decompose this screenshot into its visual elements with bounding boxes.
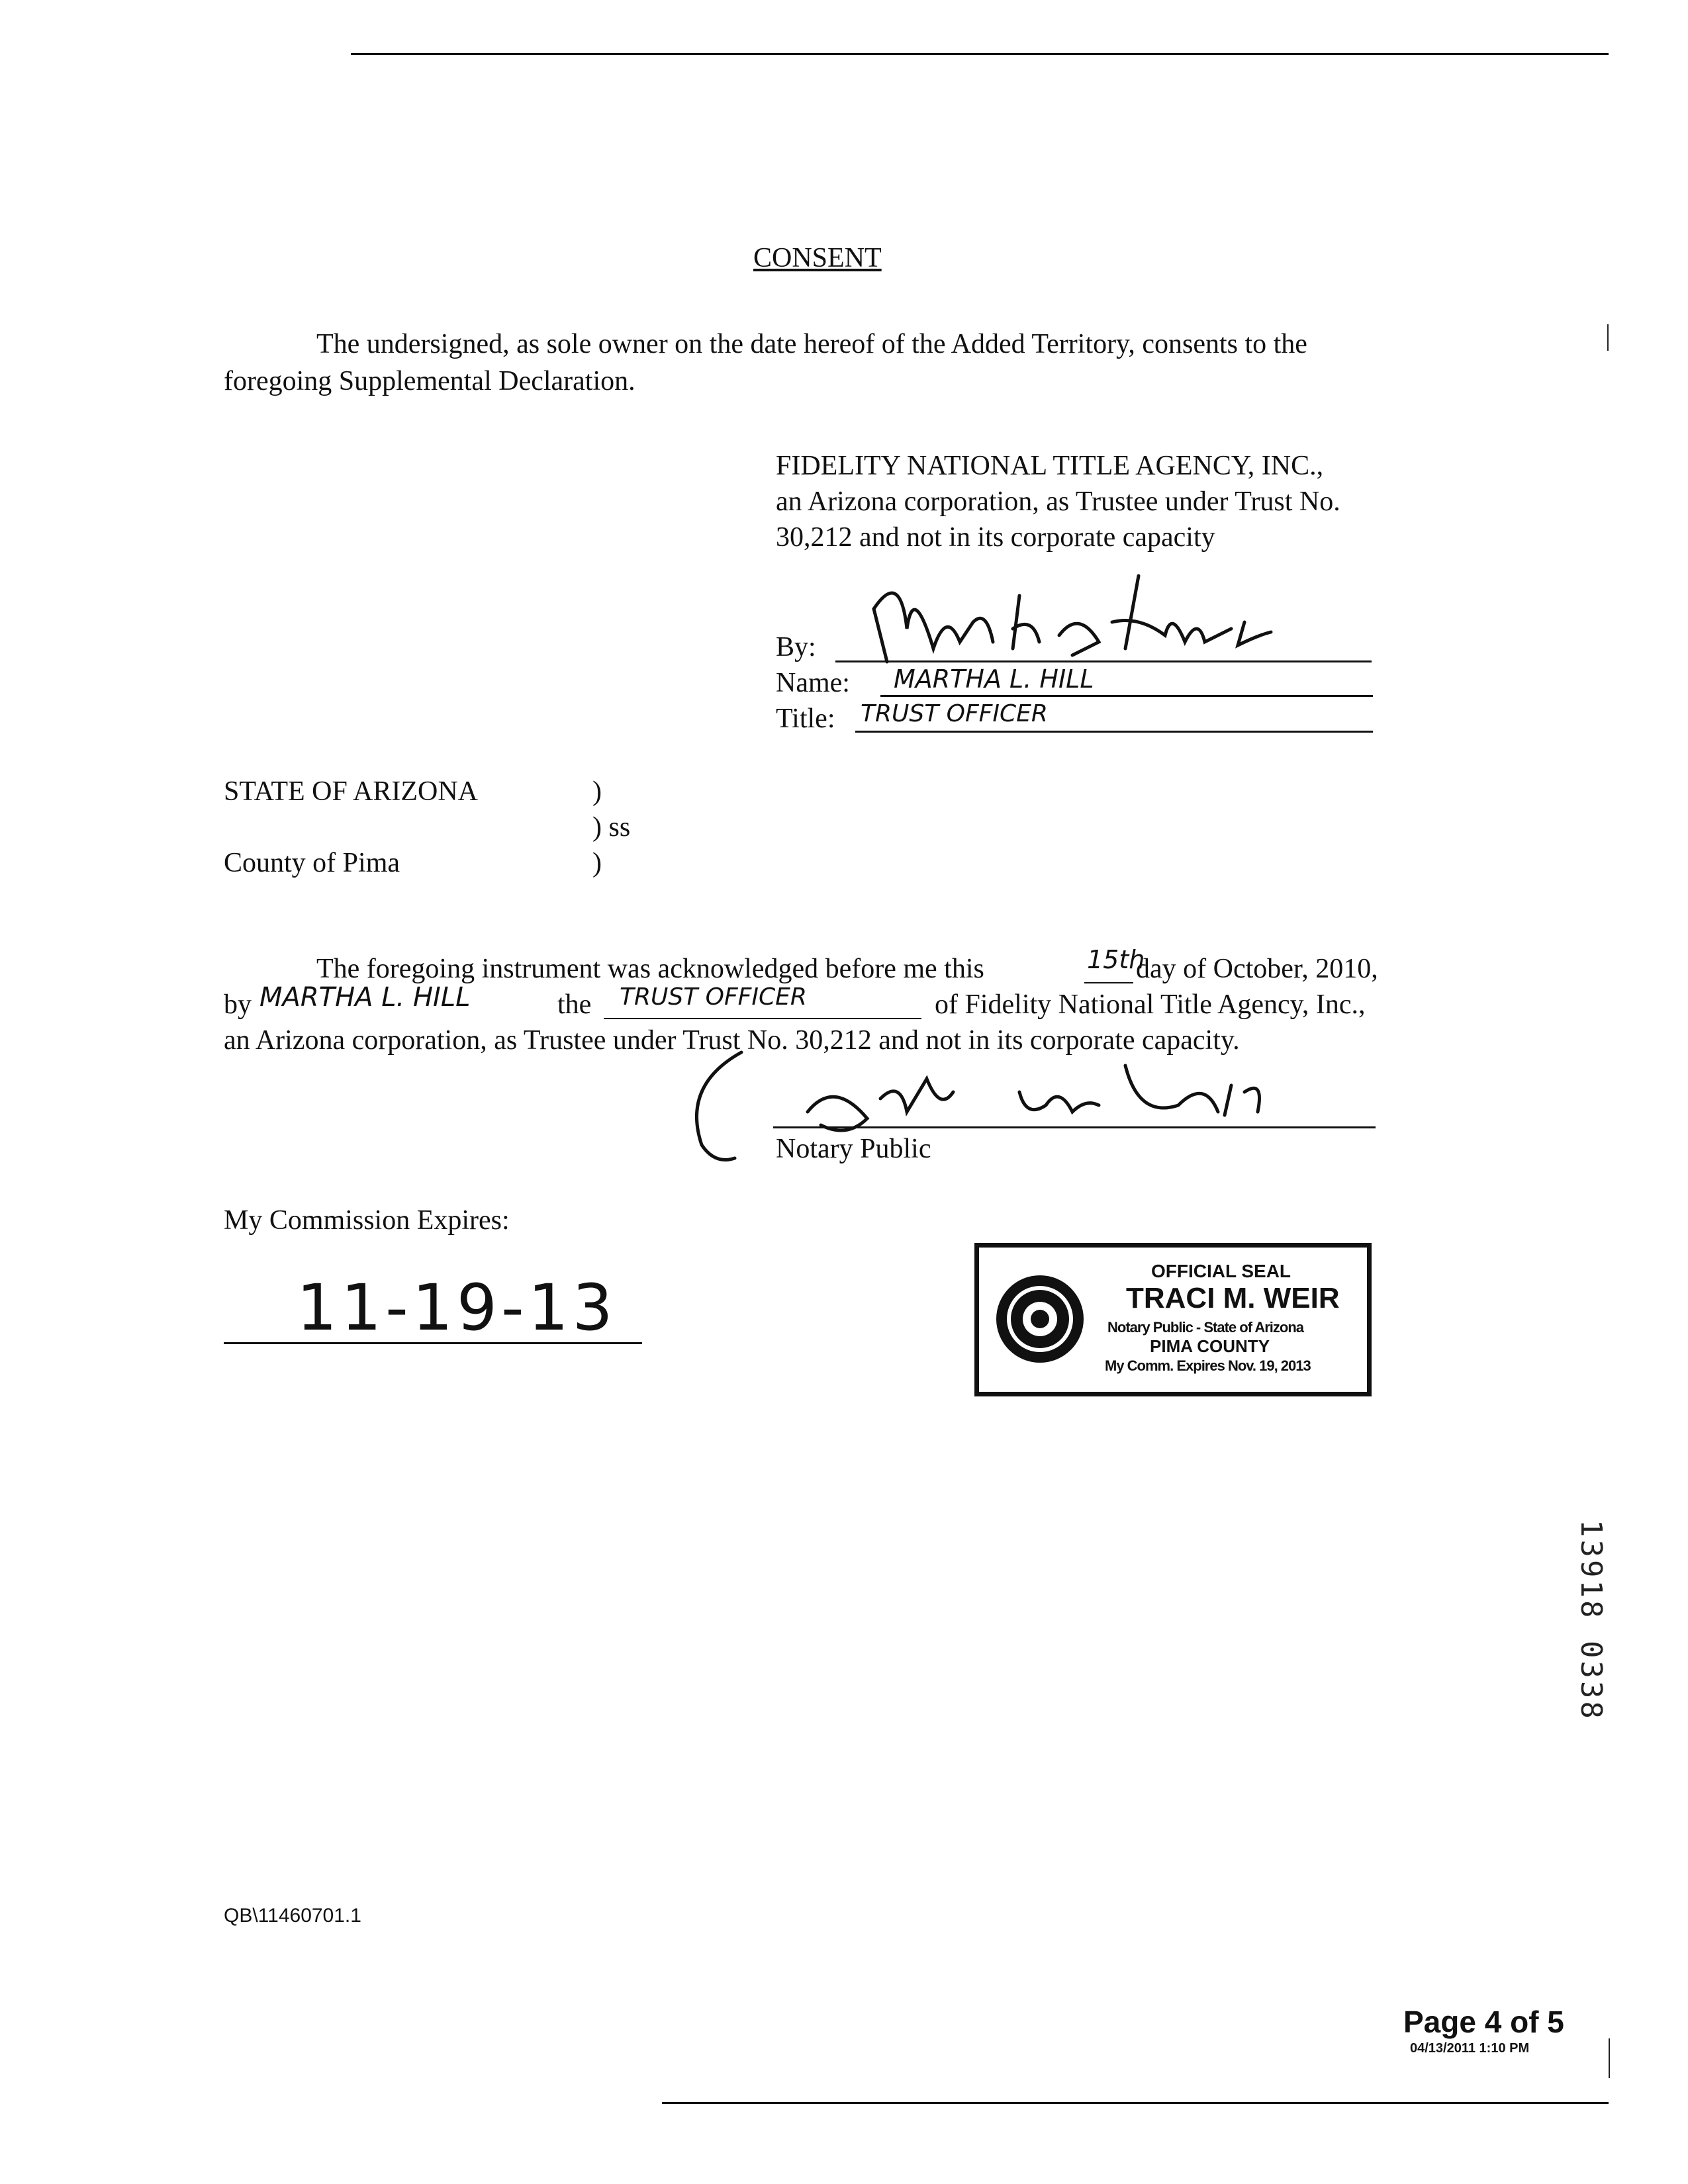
ack-day: 15th [1087,945,1145,974]
ack-by: by [224,989,252,1020]
venue-paren-1: ) [592,776,602,807]
recording-number: 13918 0338 [1574,1520,1608,1721]
title-line [855,731,1373,733]
ack-line-1a: The foregoing instrument was acknowledged before me this [316,954,984,984]
title-label: Title: [776,704,835,734]
name-line [880,695,1373,697]
venue-paren-3: ) [592,848,602,878]
right-scan-mark [1607,324,1609,351]
right-scan-mark-2 [1609,2038,1610,2078]
seal-line-4: PIMA COUNTY [1150,1336,1270,1356]
seal-line-5: My Comm. Expires Nov. 19, 2013 [1105,1357,1311,1374]
commission-label: My Commission Expires: [224,1205,510,1236]
ack-line-3: an Arizona corporation, as Trustee under Trust No. 30,212 and not in its corporate capacity. [224,1025,1240,1056]
ack-day-line [1084,982,1133,983]
trustee-line-2: an Arizona corporation, as Trustee under Trust No. [776,486,1340,517]
ack-handwritten-title: TRUST OFFICER [620,983,807,1011]
document-id: QB\11460701.1 [224,1905,361,1927]
top-scan-line [351,53,1609,55]
name-value: MARTHA L. HILL [894,664,1094,694]
title-value: TRUST OFFICER [861,700,1048,727]
by-label: By: [776,632,816,662]
consent-heading: CONSENT [753,243,882,273]
ack-the: the [557,989,592,1020]
seal-line-3: Notary Public - State of Arizona [1107,1319,1304,1336]
notary-signature-line [773,1126,1376,1128]
ack-line-2b: of Fidelity National Title Agency, Inc., [935,989,1366,1020]
state-label: STATE OF ARIZONA [224,776,478,807]
venue-ss: ) ss [592,812,631,842]
name-label: Name: [776,668,850,698]
commission-line [224,1342,642,1344]
ack-title-line [604,1018,921,1019]
seal-line-2: TRACI M. WEIR [1126,1282,1340,1314]
intro-line-1: The undersigned, as sole owner on the date hereof of the Added Territory, consents to the [316,329,1307,359]
intro-line-2: foregoing Supplemental Declaration. [224,366,635,396]
seal-line-1: OFFICIAL SEAL [1151,1261,1291,1281]
ack-line-1b: day of October, 2010, [1136,954,1378,984]
by-signature [861,569,1284,668]
commission-date: 11-19-13 [297,1271,617,1345]
trustee-line-3: 30,212 and not in its corporate capacity [776,522,1215,553]
ack-handwritten-name: MARTHA L. HILL [259,982,471,1013]
trustee-line-1: FIDELITY NATIONAL TITLE AGENCY, INC., [776,451,1324,481]
notary-signature [675,1039,1311,1171]
official-seal [974,1243,1372,1396]
page-label: Page 4 of 5 [1403,2005,1564,2039]
state-seal-emblem [994,1273,1086,1365]
notary-label: Notary Public [776,1134,931,1164]
county-label: County of Pima [224,848,400,878]
bottom-scan-line [662,2102,1609,2104]
timestamp: 04/13/2011 1:10 PM [1410,2041,1530,2056]
